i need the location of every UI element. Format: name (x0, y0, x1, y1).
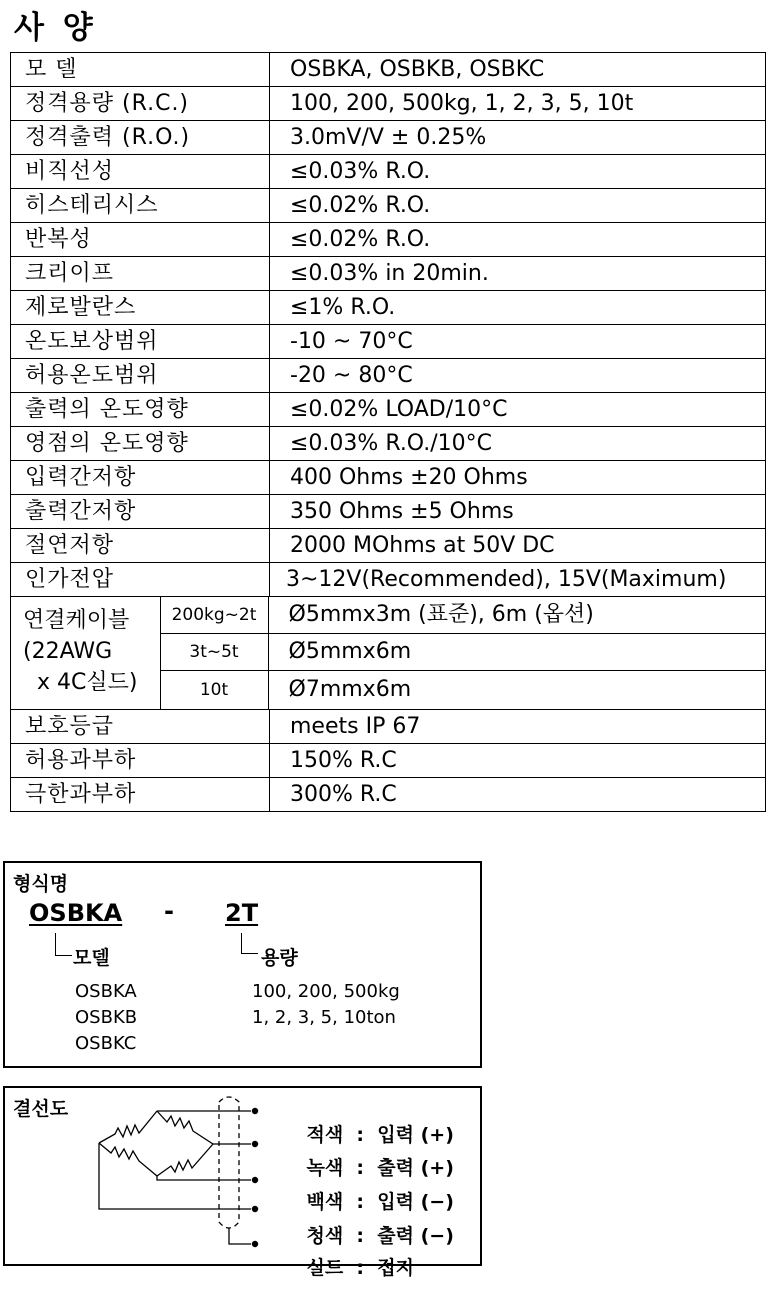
table-row (11, 87, 766, 121)
spec-value: ≤0.02% LOAD/10°C (270, 393, 766, 427)
spec-value: ≤1% R.O. (270, 291, 766, 325)
table-row (11, 325, 766, 359)
table-row (11, 155, 766, 189)
cable-label (11, 597, 160, 709)
cable-range: 3t~5t (160, 634, 268, 671)
cable-range: 10t (160, 671, 268, 710)
wire-sep: : (356, 1225, 365, 1247)
spec-value: ≤0.03% R.O./10°C (270, 427, 766, 461)
cable-value: Ø5mmx6m (268, 634, 765, 671)
wire-color: 적색 (306, 1124, 344, 1146)
spec-value: ≤0.02% R.O. (270, 223, 766, 257)
wire-sep: : (356, 1157, 365, 1179)
model-label: 모델 (73, 947, 110, 969)
terminal-dot (252, 1206, 258, 1212)
spec-value: ≤0.02% R.O. (270, 189, 766, 223)
spec-label: 모 델 (11, 53, 270, 87)
wire-color: 백색 (306, 1191, 344, 1213)
wire-color: 녹색 (306, 1157, 344, 1179)
wire-function: 입력 (+) (377, 1124, 454, 1146)
spec-label: 출력의 온도영향 (11, 393, 270, 427)
spec-label: 비직선성 (11, 155, 270, 189)
spec-label: 입력간저항 (11, 461, 270, 495)
spec-value: ≤0.03% in 20min. (270, 257, 766, 291)
spec-value: meets IP 67 (270, 710, 766, 744)
terminal-dot (252, 1108, 258, 1114)
table-row (11, 189, 766, 223)
spec-label: 허용과부하 (11, 744, 270, 778)
cable-range: 200kg~2t (160, 597, 268, 634)
wire-shield-line (229, 1228, 251, 1244)
spec-label: 인가전압 (11, 563, 270, 597)
bridge-top-left-arm (99, 1111, 157, 1143)
model-bracket (55, 933, 72, 956)
capacity-bracket (241, 933, 258, 954)
table-row (11, 53, 766, 87)
spec-value: -10 ~ 70°C (270, 325, 766, 359)
cable-block (11, 597, 766, 710)
wire-sep: : (356, 1124, 365, 1146)
table-row (11, 744, 766, 778)
wire-sep: : (356, 1257, 365, 1279)
table-row (11, 778, 766, 812)
spec-value: -20 ~ 80°C (270, 359, 766, 393)
cable-subtable (11, 597, 765, 709)
table-row (11, 257, 766, 291)
spec-label: 제로발란스 (11, 291, 270, 325)
wire-color: 청색 (306, 1225, 344, 1247)
spec-label: 정격출력 (R.O.) (11, 121, 270, 155)
spec-value: 300% R.C (270, 778, 766, 812)
terminal-dot (252, 1141, 258, 1147)
table-row (11, 563, 766, 597)
wire-function: 입력 (−) (377, 1191, 454, 1213)
wire-function: 접지 (377, 1257, 414, 1279)
capacity-list (252, 979, 400, 1031)
capacity-label: 용량 (261, 947, 298, 969)
spec-label: 출력간저항 (11, 495, 270, 529)
spec-value: 350 Ohms ±5 Ohms (270, 495, 766, 529)
table-row (11, 495, 766, 529)
cable-value: Ø5mmx3m (표준), 6m (옵션) (268, 597, 765, 634)
table-row (11, 393, 766, 427)
list-item: OSBKC (75, 1033, 137, 1054)
spec-label: 온도보상범위 (11, 325, 270, 359)
spec-table (10, 52, 766, 812)
wire-color: 실드 (306, 1257, 344, 1279)
spec-label: 허용온도범위 (11, 359, 270, 393)
wire-sep: : (356, 1191, 365, 1213)
cable-label-line: x 4C실드) (37, 670, 138, 695)
table-row (11, 291, 766, 325)
bridge-bottom-left-arm (99, 1143, 157, 1176)
terminal-dot (252, 1177, 258, 1183)
spec-label: 보호등급 (11, 710, 270, 744)
spec-value: 3~12V(Recommended), 15V(Maximum) (270, 563, 766, 597)
spec-label: 극한과부하 (11, 778, 270, 812)
wire-function: 출력 (−) (377, 1225, 454, 1247)
wiring-diagram-box (3, 1086, 482, 1279)
table-row (11, 223, 766, 257)
list-item: 100, 200, 500kg (252, 981, 400, 1002)
spec-value: ≤0.03% R.O. (270, 155, 766, 189)
spec-value: OSBKA, OSBKB, OSBKC (270, 53, 766, 87)
spec-label: 영점의 온도영향 (11, 427, 270, 461)
spec-value: 100, 200, 500kg, 1, 2, 3, 5, 10t (270, 87, 766, 121)
wire-label (280, 1231, 414, 1302)
capacity-code: 2T (225, 899, 259, 927)
spec-label: 절연저항 (11, 529, 270, 563)
page-title: 사 양 (14, 10, 97, 46)
wire-terminals (252, 1108, 258, 1247)
spec-value: 400 Ohms ±20 Ohms (270, 461, 766, 495)
table-row (11, 529, 766, 563)
cable-value: Ø7mmx6m (268, 671, 765, 710)
bridge-bottom-right-arm (157, 1144, 213, 1176)
spec-label: 히스테리시스 (11, 189, 270, 223)
list-item: OSBKB (75, 1007, 138, 1028)
bridge-top-right-arm (157, 1111, 213, 1144)
shield-oval (219, 1097, 239, 1228)
model-name-box (3, 861, 482, 1068)
model-name-title: 형식명 (13, 873, 69, 895)
table-row (11, 710, 766, 744)
model-dash: - (164, 897, 174, 925)
spec-value: 2000 MOhms at 50V DC (270, 529, 766, 563)
spec-value: 150% R.C (270, 744, 766, 778)
spec-label: 반복성 (11, 223, 270, 257)
cable-label-line: 연결케이블 (23, 608, 130, 633)
cable-label-line: (22AWG (23, 639, 113, 664)
table-row (11, 461, 766, 495)
table-row (11, 359, 766, 393)
list-item: OSBKA (75, 981, 137, 1002)
list-item: 1, 2, 3, 5, 10ton (252, 1007, 396, 1028)
wiring-title: 결선도 (13, 1098, 69, 1120)
terminal-dot (252, 1241, 258, 1247)
wire-function: 출력 (+) (377, 1157, 454, 1179)
wire-blue-line (157, 1176, 251, 1180)
model-list (75, 979, 137, 1057)
table-row (11, 427, 766, 461)
model-code: OSBKA (29, 899, 123, 927)
spec-label: 정격용량 (R.C.) (11, 87, 270, 121)
table-row (11, 597, 766, 710)
spec-label: 크리이프 (11, 257, 270, 291)
table-row (11, 121, 766, 155)
spec-value: 3.0mV/V ± 0.25% (270, 121, 766, 155)
